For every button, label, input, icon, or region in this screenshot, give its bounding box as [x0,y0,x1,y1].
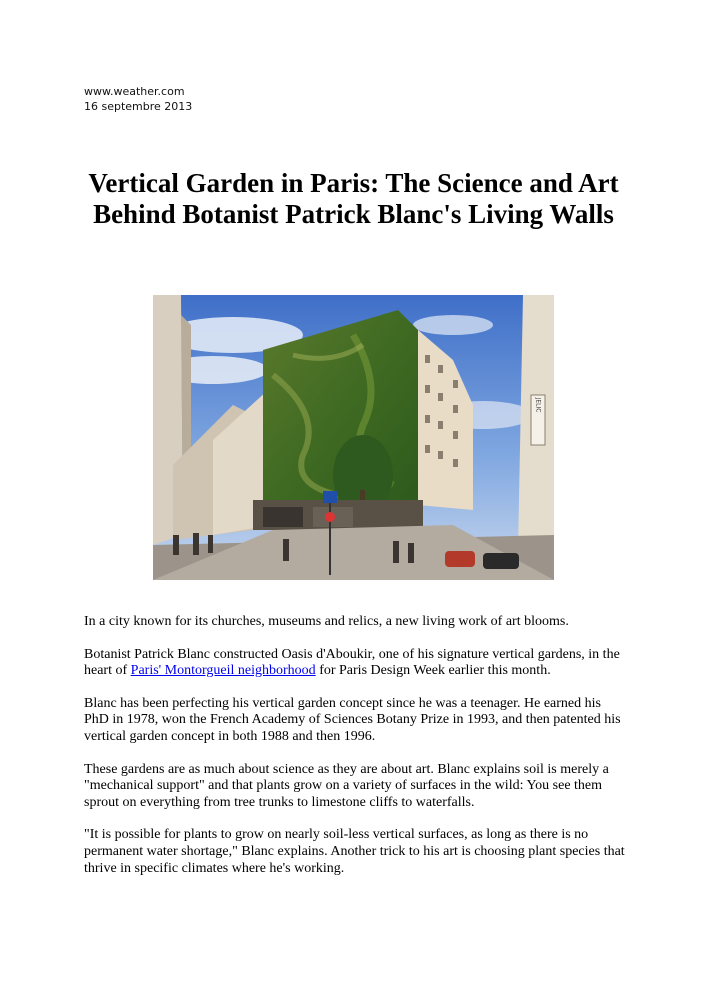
article-title: Vertical Garden in Paris: The Science and Art Behind Botanist Patrick Blanc's Living Walls [88,168,619,229]
photo-sign-text: JELIC [534,397,542,413]
source-url: www.weather.com [84,85,185,98]
source-header [84,84,192,114]
vertical-garden-photo [153,295,554,580]
paragraph-2-text-end: for Paris Design Week earlier this month. [315,663,551,679]
paragraph-5: "It is possible for plants to grow on nearly soil-less vertical surfaces, as long as there is no permanent water shortage," Blanc explains. Another trick to his art is choosing plant species that thrive in specific climates where he's working. [84,827,625,876]
paragraph-3: Blanc has been perfecting his vertical garden concept since he was a teenager. He earned his PhD in 1978, won the French Academy of Sciences Botany Prize in 1993, and then patented his vertical garden concept in both 1988 and then 1996. [84,695,621,744]
montorgueil-neighborhood-link[interactable]: Paris' Montorgueil neighborhood [130,663,316,679]
paragraph-1: In a city known for its churches, museums and relics, a new living work of art blooms. [84,614,569,629]
paragraph-2-text-start: Botanist Patrick Blanc constructed Oasis d'Aboukir, one of his signature vertical gardens, in the heart of [84,646,620,679]
publication-date: 16 septembre 2013 [84,100,193,113]
paragraph-4: These gardens are as much about science as they are about art. Blanc explains soil is merely a "mechanical support" and that plants grow on a variety of surfaces in the wild: You see them sprout on everything from tree trunks to limestone cliffs to waterfalls. [84,761,609,810]
paragraph-2 [84,647,629,680]
article-body [84,614,629,893]
